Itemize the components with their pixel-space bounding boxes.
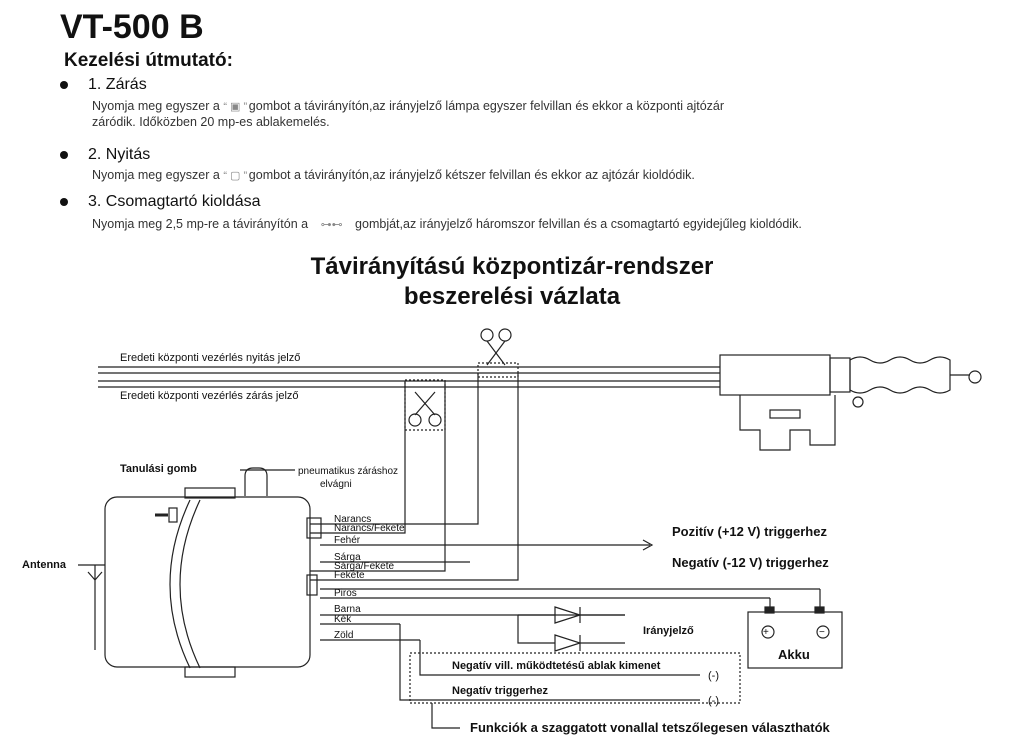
label-footnote: Funkciók a szaggatott vonallal tetszőlegesen választhatók (470, 720, 830, 735)
section-heading: 1. Zárás (88, 76, 147, 93)
wire-label: Sárga (334, 552, 361, 563)
label-negative-trigger-out: Negatív triggerhez (452, 685, 548, 697)
wire-label: Piros (334, 588, 357, 599)
lock-closed-icon: “ ▣ ” (223, 101, 248, 113)
subtitle: Kezelési útmutató: (64, 50, 233, 71)
wire-label: Fekete (334, 570, 365, 581)
desc-text: Nyomja meg egyszer a (92, 168, 220, 182)
minus-sign: (-) (708, 670, 719, 682)
label-pneumatic: pneumatikus záráshoz (298, 466, 399, 477)
cut-scissors-icon (481, 329, 511, 365)
label-turn-signal: Irányjelző (643, 625, 694, 637)
label-antenna: Antenna (22, 559, 66, 571)
battery-plus: + (763, 627, 769, 638)
diode-icon (555, 635, 580, 651)
desc-text: gombot a távirányítón,az irányjelző kétszer felvillan és ekkor az ajtózár kioldódik. (248, 168, 695, 182)
label-positive-trigger: Pozitív (+12 V) triggerhez (672, 524, 827, 539)
diagram-title-line1: Távirányítású központizár-rendszer (310, 253, 714, 280)
label-battery: Akku (778, 647, 810, 662)
wire-label: Kék (334, 614, 352, 625)
diagram-title-line2: beszerelési vázlata (403, 283, 621, 310)
door-actuator (720, 355, 981, 450)
battery-minus: − (819, 627, 825, 638)
desc-text: záródik. Időközben 20 mp-es ablakemelés. (92, 115, 330, 129)
desc-text: gombját,az irányjelző háromszor felvillan és a csomagtartó egyidejűleg kioldódik. (355, 217, 802, 231)
wire-label: Fehér (334, 535, 361, 546)
label-open-line: Eredeti központi vezérlés nyitás jelző (120, 352, 301, 364)
wire-label: Barna (334, 604, 361, 615)
car-trunk-icon: ⊶⊷ (320, 219, 343, 231)
label-learn-button: Tanulási gomb (120, 463, 197, 475)
control-unit (105, 468, 321, 677)
desc-text: Nyomja meg 2,5 mp-re a távirányítón a (92, 217, 309, 231)
label-negative-trigger: Negatív (-12 V) triggerhez (672, 555, 829, 570)
lock-open-icon: “ ▢ ” (223, 170, 248, 182)
page-title: VT-500 B (60, 8, 204, 46)
minus-sign: (-) (708, 695, 719, 707)
desc-text: gombot a távirányítón,az irányjelző lámpa egyszer felvillan és ekkor a központi ajtózár (248, 99, 725, 113)
section-heading: 2. Nyitás (88, 146, 151, 163)
wire-label: Sárga/Fekete (334, 561, 395, 572)
cut-scissors-icon (409, 392, 441, 426)
label-pneumatic-cut: elvágni (320, 479, 352, 490)
desc-text: Nyomja meg egyszer a (92, 99, 220, 113)
label-close-line: Eredeti központi vezérlés zárás jelző (120, 390, 299, 402)
wire-label: Narancs (334, 514, 372, 525)
wire-label: Narancs/Fekete (334, 523, 405, 534)
label-window-output: Negatív vill. működtetésű ablak kimenet (452, 660, 661, 672)
section-heading: 3. Csomagtartó kioldása (88, 193, 261, 210)
wire-label: Zöld (334, 630, 354, 641)
